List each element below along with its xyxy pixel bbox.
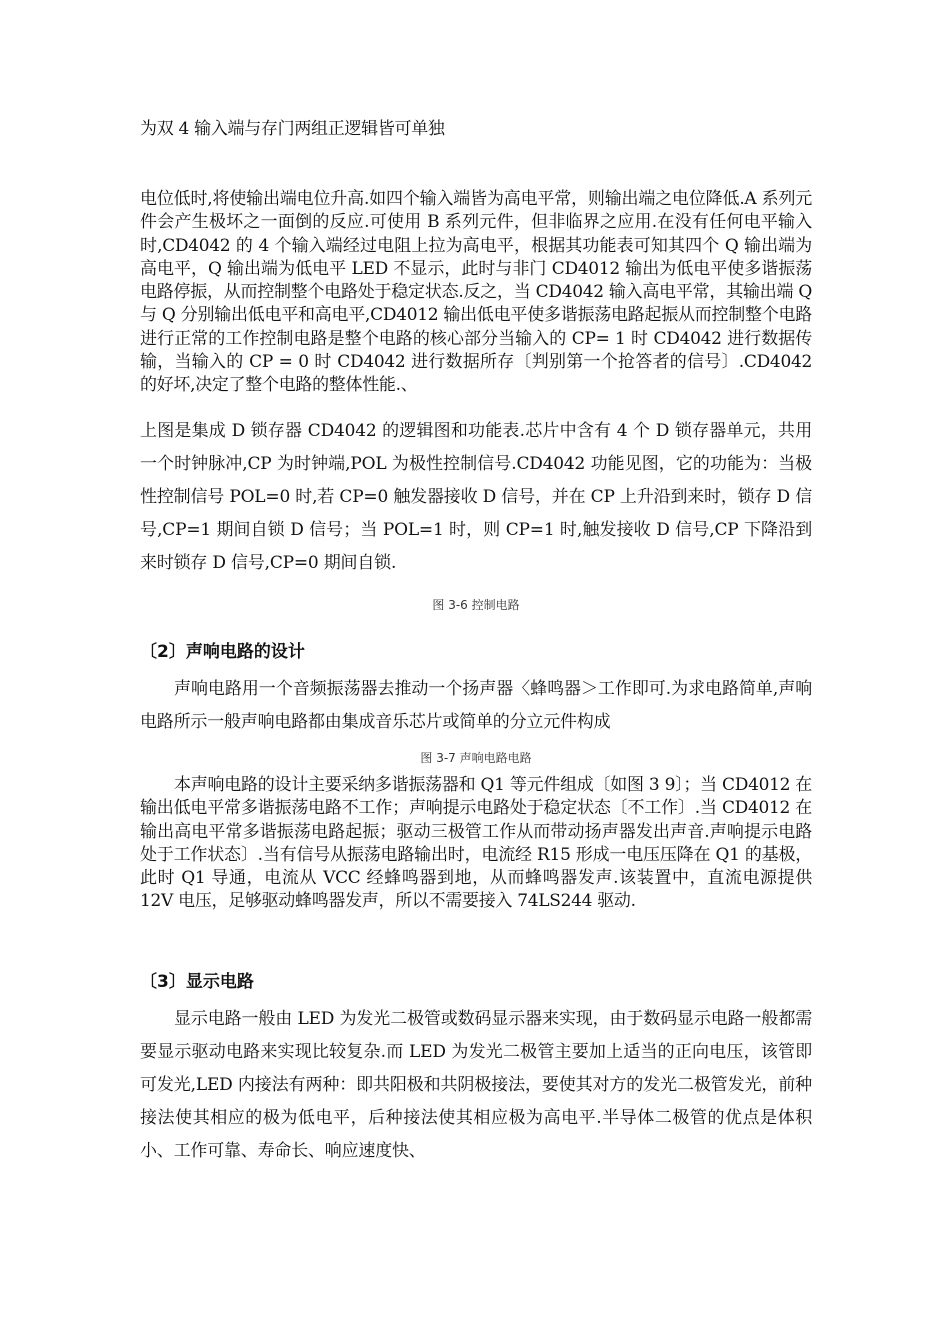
paragraph-display: 显示电路一般由 LED 为发光二极管或数码显示器来实现，由于数码显示电路一般都需要显示驱动电路来实现比较复杂.而 LED 为发光二极管主要加上适当的正向电压，该管即可发光,LED 内接法有两种：即共阳极和共阴极接法，要使其对方的发光二极管发光，前种接法使其相应的极为低电平，后种接法使其相应极为高电平.半导体二极管的优点是体积小、工作可靠、寿命长、响应速度快、 [140, 1009, 812, 1161]
paragraph-sound-intro: 声响电路用一个音频振荡器去推动一个扬声器〈蜂鸣器＞工作即可.为求电路简单,声响电路所示一般声响电路都由集成音乐芯片或简单的分立元件构成 [140, 679, 812, 732]
intro-line: 为双 4 输入端与存门两组正逻辑皆可单独 [140, 119, 445, 139]
figure-caption-3-6: 图 3-6 控制电路 [432, 598, 520, 612]
paragraph-cd4042-control: 电位低时,将使输出端电位升高.如四个输入端皆为高电平常，则输出端之电位降低.A 系列元件会产生极坏之一面倒的反应.可使用 B 系列元件，但非临界之应用.在没有任何电平输入时,CD4042 的 4 个输入端经过电阻上拉为高电平，根据其功能表可知其四个 Q 输出端为高电平，Q 输出端为低电平 LED 不显示，此时与非门 CD4012 输出为低电平使多谐振荡电路停振，从而控制整个电路处于稳定状态.反之，当 CD4042 输入高电平常，其输出端 Q 与 Q 分别输出低电平和高电平,CD4012 输出低电平使多谐振荡电路起振从而控制整个电路进行正常的工作控制电路是整个电路的核心部分当输入的 CP= 1 时 CD4042 进行数据传输，当输入的 CP = 0 时 CD4042 进行数据所存〔判别第一个抢答者的信号〕.CD4042 的好坏,决定了整个电路的整体性能.、 [140, 189, 812, 396]
figure-caption-3-7: 图 3-7 声响电路电路 [420, 751, 532, 765]
paragraph-d-latch: 上图是集成 D 锁存器 CD4042 的逻辑图和功能表.芯片中含有 4 个 D 锁存器单元，共用一个时钟脉冲,CP 为时钟端,POL 为极性控制信号.CD4042 功能见图，它的功能为：当极性控制信号 POL=0 时,若 CP=0 触发器接收 D 信号，并在 CP 上升沿到来时，锁存 D 信号,CP=1 期间自锁 D 信号；当 POL=1 时，则 CP=1 时,触发接收 D 信号,CP 下降沿到来时锁存 D 信号,CP=0 期间自锁. [140, 421, 812, 573]
paragraph-sound-design: 本声响电路的设计主要采纳多谐振荡器和 Q1 等元件组成〔如图 3 9〕；当 CD4012 在输出低电平常多谐振荡电路不工作；声响提示电路处于稳定状态〔不工作〕.当 CD4012 在输出高电平常多谐振荡电路起振；驱动三极管工作从而带动扬声器发出声音.声响提示电路处于工作状态〕.当有信号从振荡电路输出时，电流经 R15 形成一电压压降在 Q1 的基极，此时 Q1 导通，电流从 VCC 经蜂鸣器到地，从而蜂鸣器发声.该装置中，直流电源提供 12V 电压，足够驱动蜂鸣器发声，所以不需要接入 74LS244 驱动. [140, 775, 812, 912]
section-heading-display-circuit: 〔3〕显示电路 [140, 972, 254, 992]
section-heading-sound-circuit: 〔2〕声响电路的设计 [140, 642, 305, 662]
